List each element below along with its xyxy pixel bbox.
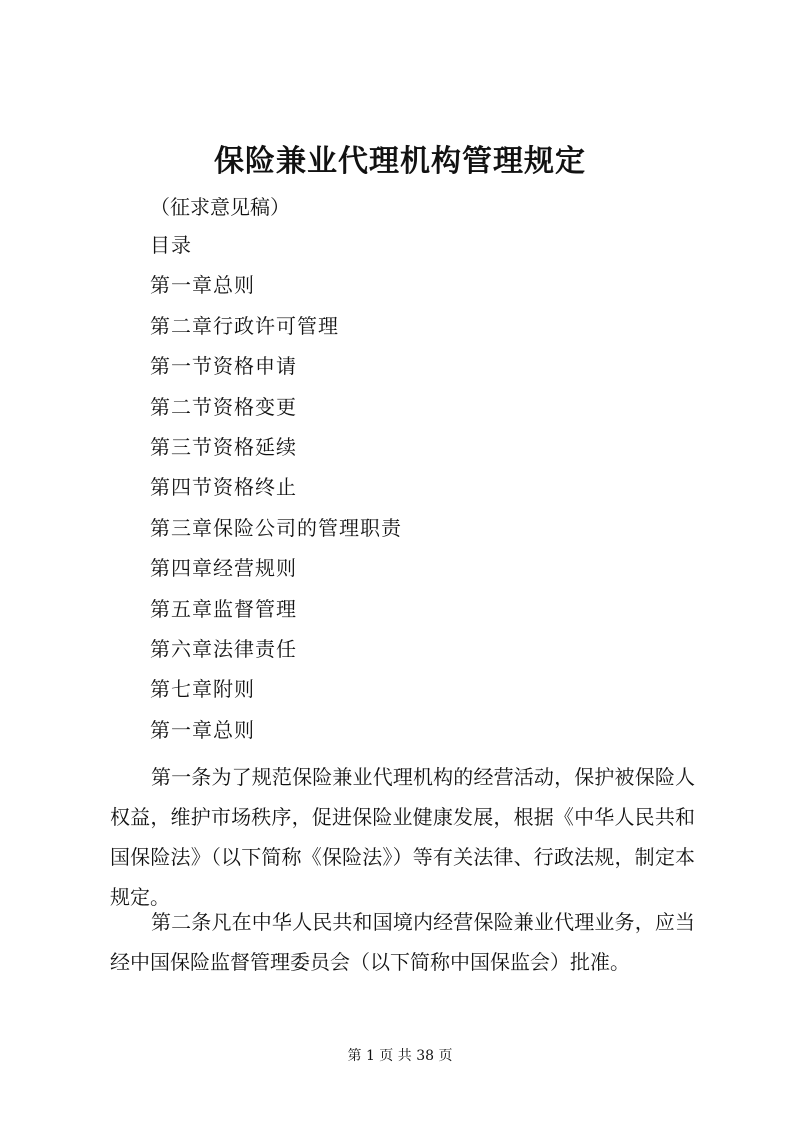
document-title: 保险兼业代理机构管理规定 [214,144,586,179]
toc-item: 第三章保险公司的管理职责 [150,515,402,540]
toc-item: 第七章附则 [150,677,255,702]
toc-item: 第一章总则 [150,717,255,742]
document-subtitle: （征求意见稿） [150,195,290,219]
toc-item: 第二章行政许可管理 [150,313,339,338]
toc-item: 第一节资格申请 [150,354,297,379]
toc-item: 第二节资格变更 [150,394,297,419]
toc-item: 第五章监督管理 [150,596,297,621]
toc-item: 第一章总则 [150,273,255,298]
toc-item: 第六章法律责任 [150,636,297,661]
article-2-paragraph: 第二条凡在中华人民共和国境内经营保险兼业代理业务，应当经中国保险监督管理委员会（以下简称中国保监会）批准。 [110,910,695,974]
page-footer: 第 1 页 共 38 页 [347,1048,453,1064]
table-of-contents [150,230,402,755]
toc-item: 第四节资格终止 [150,475,297,500]
toc-item: 第三节资格延续 [150,434,297,459]
toc-item: 目录 [150,233,192,257]
toc-item: 第四章经营规则 [150,556,297,581]
article-1-paragraph: 第一条为了规范保险兼业代理机构的经营活动，保护被保险人权益，维护市场秩序，促进保险业健康发展，根据《中华人民共和国保险法》（以下简称《保险法》）等有关法律、行政法规，制定本规定。 [110,765,695,909]
